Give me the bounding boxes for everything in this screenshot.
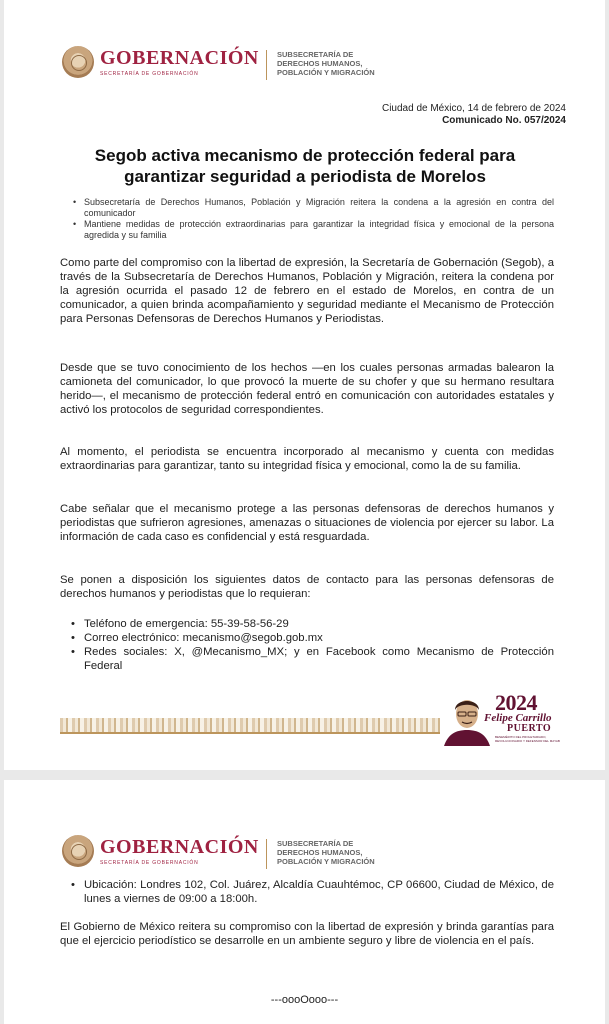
subsecretaria-label: SUBSECRETARÍA DE DERECHOS HUMANOS, POBLACIÓN Y MIGRACIÓN xyxy=(277,839,375,866)
org-subtitle: SECRETARÍA DE GOBERNACIÓN xyxy=(100,70,199,77)
contact-social: • Redes sociales: X, @Mecanismo_MX; y en Facebook como Mecanismo de Protección Federal xyxy=(84,645,554,673)
year-2024: 2024 xyxy=(495,690,537,715)
header-divider xyxy=(266,50,267,80)
body-paragraph-5: Se ponen a disposición los siguientes datos de contacto para las personas defensoras de derechos humanos y periodistas que lo requieran: xyxy=(60,574,554,600)
document-page-1 xyxy=(4,0,605,770)
decorative-band-line xyxy=(60,732,440,734)
summary-bullet: • Subsecretaría de Derechos Humanos, Población y Migración reitera la condena a la agresión en contra del comunicador xyxy=(84,197,554,219)
closing-paragraph: El Gobierno de México reitera su compromiso con la libertad de expresión y brinda garantías para que el ejercicio periodístico se desarrolle en un ambiente seguro y libre de violencia en el país. xyxy=(60,921,554,947)
puerto-name: PUERTO xyxy=(507,723,552,734)
summary-bullet: • Mantiene medidas de protección extraordinarias para garantizar la integridad física y emocional de la persona agredida y su familia xyxy=(84,219,554,241)
body-paragraph-4: Cabe señalar que el mecanismo protege a las personas defensoras de derechos humanos y periodistas que sufrieron agresiones, amenazas o situaciones de violencia por ejercer su labor. La información de cada caso es confidencial y está resguardada. xyxy=(60,503,554,543)
header-divider xyxy=(266,839,267,869)
contact-bullets xyxy=(84,617,554,673)
org-subtitle: SECRETARÍA DE GOBERNACIÓN xyxy=(100,859,199,866)
gobernacion-logo xyxy=(62,835,259,867)
contact-location: • Ubicación: Londres 102, Col. Juárez, Alcaldía Cuauhtémoc, CP 06600, Ciudad de México, de lunes a viernes de 09:00 a 18:00h. xyxy=(84,878,554,906)
body-paragraph-1: Como parte del compromiso con la libertad de expresión, la Secretaría de Gobernación (Segob), a través de la Subsecretaría de Derechos Humanos, Población y Migración, reitera la condena por la agresión ocurrida el pasado 12 de febrero en el estado de Morelos, en contra de un comunicador, a quien brinda acompañamiento y seguridad mediante el Mecanismo de Protección para Personas Defensoras de Derechos Humanos y Periodistas. xyxy=(60,257,554,325)
page-title: Segob activa mecanismo de protección federal para garantizar seguridad a periodista de Morelos xyxy=(94,146,516,186)
year-caption: BENEMÉRITO DEL PROLETARIADO, REVOLUCIONARIO Y DEFENSOR DEL MAYAB xyxy=(495,735,560,743)
body-paragraph-2: Desde que se tuvo conocimiento de los hechos —en los cuales personas armadas balearon la camioneta del comunicador, lo que provocó la muerte de su chofer y que su hermano resultara herido—, el mecanismo de protección federal entró en comunicación con autoridades estatales y activó los protocolos de seguridad correspondientes. xyxy=(60,362,554,416)
eagle-seal-icon xyxy=(62,835,94,867)
comunicado-number: Comunicado No. 057/2024 xyxy=(442,115,566,126)
eagle-seal-icon xyxy=(62,46,94,78)
end-mark: ---oooOooo--- xyxy=(270,994,339,1006)
summary-bullets xyxy=(84,197,554,241)
org-name: GOBERNACIÓN xyxy=(100,835,259,858)
body-paragraph-3: Al momento, el periodista se encuentra incorporado al mecanismo y cuenta con medidas extraordinarias para garantizar, tanto su integridad física y emocional, como la de su familia. xyxy=(60,446,554,472)
decorative-band xyxy=(60,718,440,732)
contact-phone: • Teléfono de emergencia: 55-39-58-56-29 xyxy=(84,617,554,631)
org-name: GOBERNACIÓN xyxy=(100,46,259,69)
location-bullets xyxy=(84,878,554,906)
contact-email: • Correo electrónico: mecanismo@segob.gob.mx xyxy=(84,631,554,645)
date-block xyxy=(382,103,566,127)
felipe-carrillo-name: Felipe Carrillo xyxy=(484,712,552,724)
document-page-2 xyxy=(4,780,605,1024)
subsecretaria-label: SUBSECRETARÍA DE DERECHOS HUMANOS, POBLACIÓN Y MIGRACIÓN xyxy=(277,50,375,77)
gobernacion-logo xyxy=(62,46,259,78)
date-line: Ciudad de México, 14 de febrero de 2024 xyxy=(381,103,566,114)
